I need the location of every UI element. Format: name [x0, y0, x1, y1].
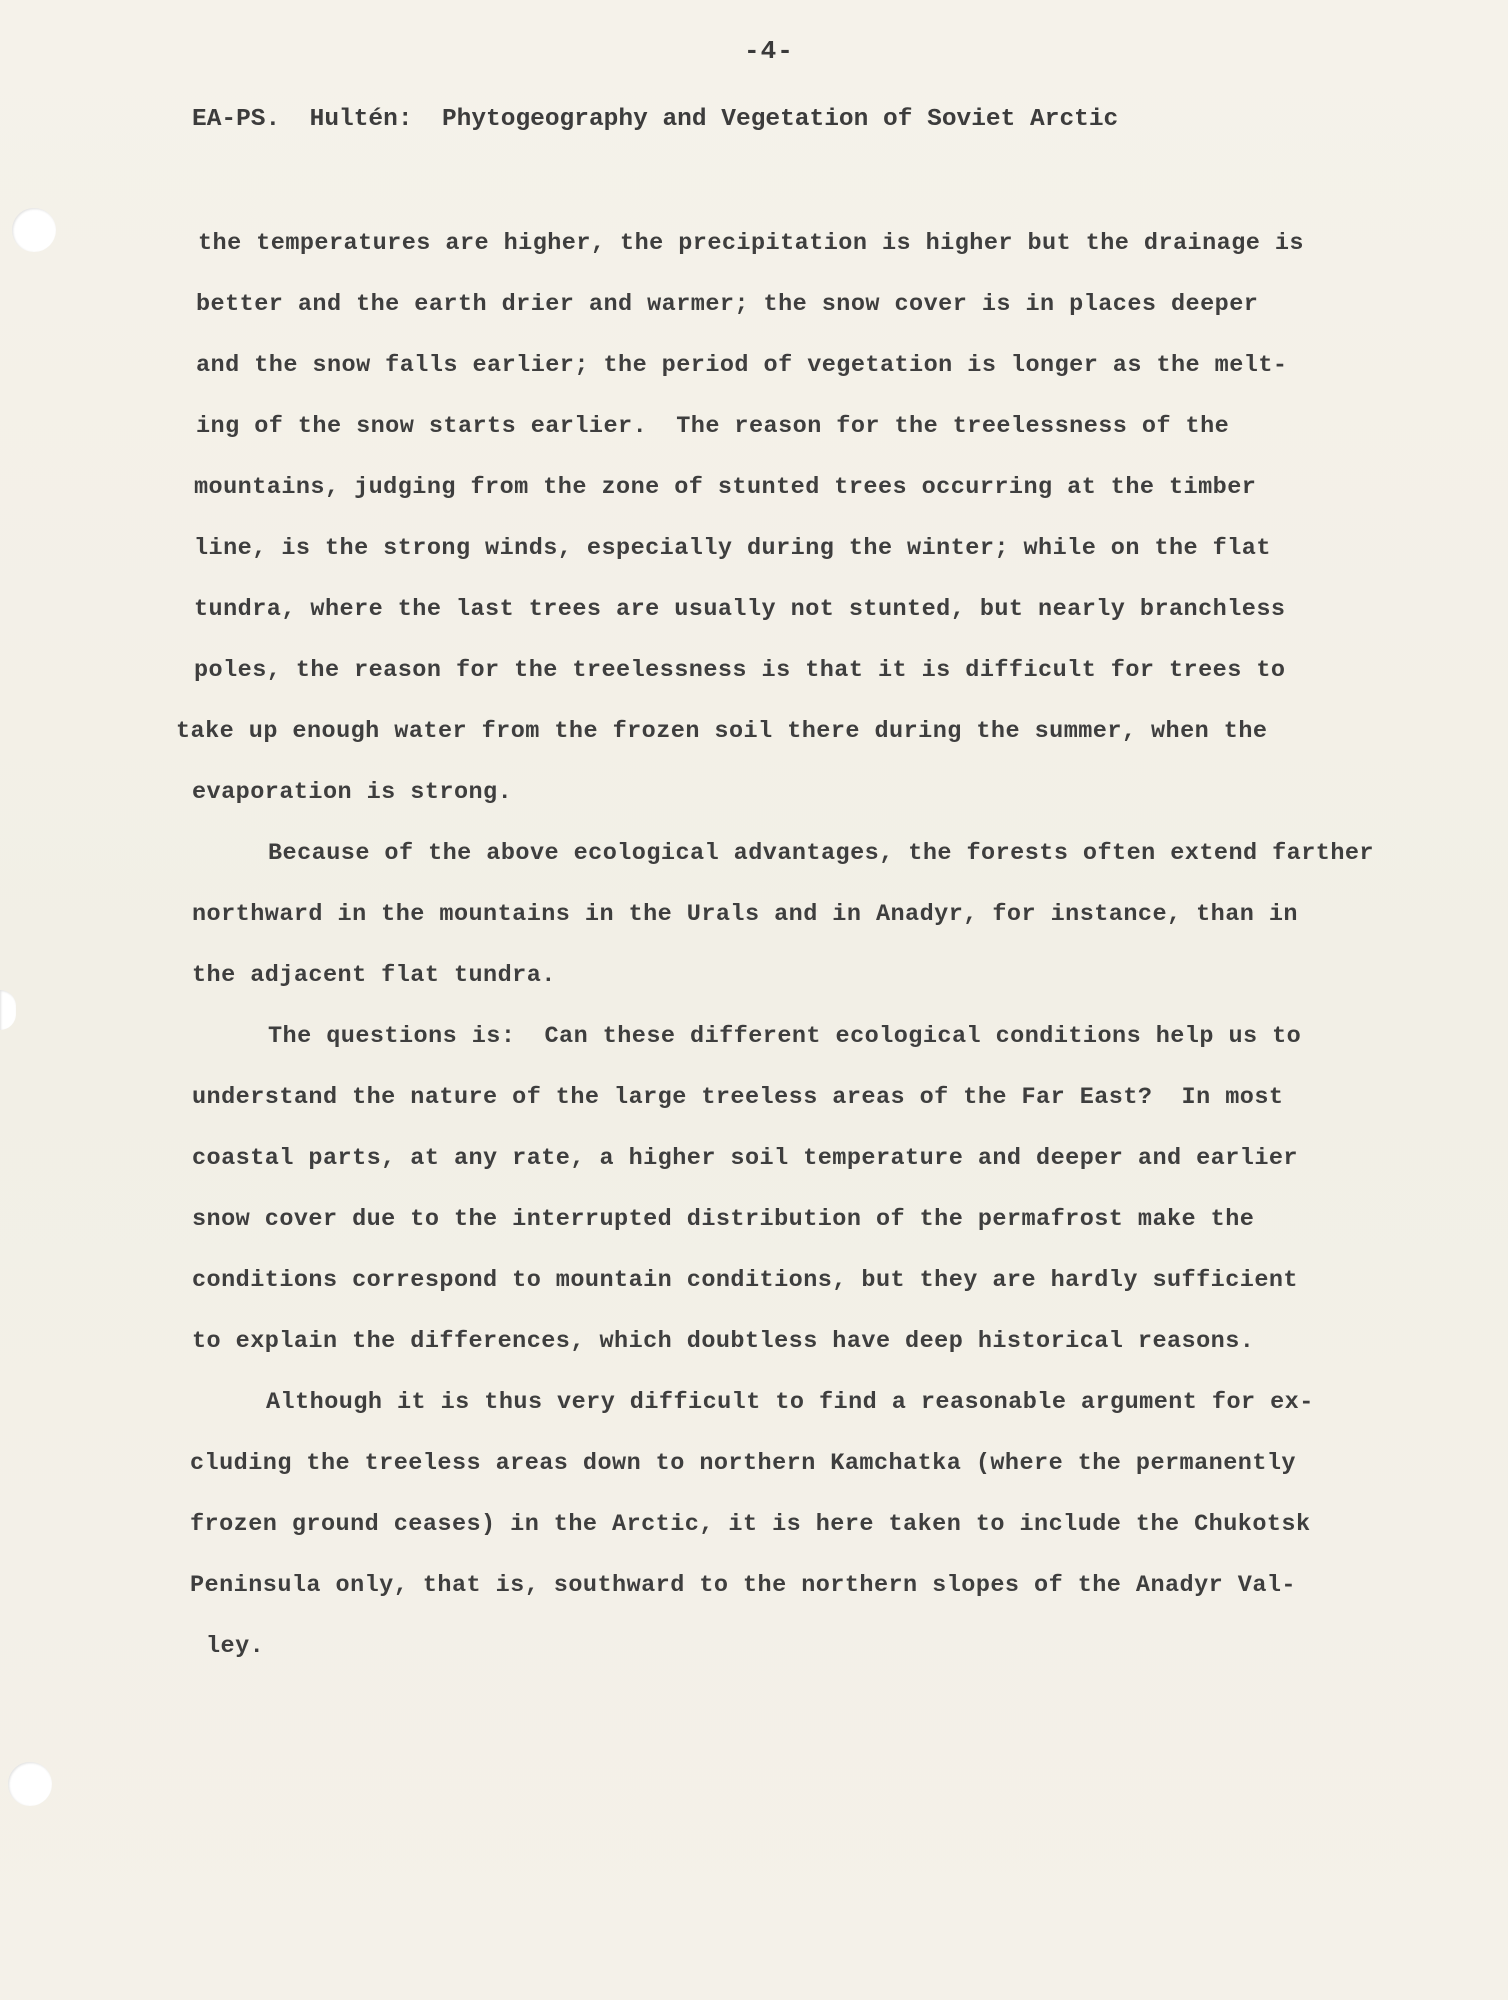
- text-line: conditions correspond to mountain conditions, but they are hardly sufficient: [192, 1267, 1298, 1294]
- text-line: understand the nature of the large treeless areas of the Far East? In most: [192, 1084, 1284, 1111]
- text-line: Although it is thus very difficult to find a reasonable argument for ex-: [266, 1389, 1314, 1416]
- text-line: snow cover due to the interrupted distribution of the permafrost make the: [192, 1206, 1255, 1233]
- text-line: tundra, where the last trees are usually not stunted, but nearly branchless: [194, 596, 1286, 623]
- text-line: cluding the treeless areas down to northern Kamchatka (where the permanently: [190, 1450, 1296, 1477]
- text-line: frozen ground ceases) in the Arctic, it is here taken to include the Chukotsk: [190, 1511, 1311, 1538]
- text-line: evaporation is strong.: [192, 779, 513, 806]
- text-line: to explain the differences, which doubtless have deep historical reasons.: [192, 1328, 1255, 1355]
- page-number: -4-: [744, 36, 794, 66]
- text-line: ley.: [206, 1633, 265, 1660]
- text-line: coastal parts, at any rate, a higher soil temperature and deeper and earlier: [192, 1145, 1298, 1172]
- text-line: ing of the snow starts earlier. The reason for the treelessness of the: [196, 413, 1230, 440]
- text-line: the adjacent flat tundra.: [192, 962, 556, 989]
- text-line: better and the earth drier and warmer; the snow cover is in places deeper: [196, 291, 1259, 318]
- text-line: line, is the strong winds, especially during the winter; while on the flat: [194, 535, 1271, 562]
- punch-hole-bottom: [8, 1762, 52, 1806]
- text-line: The questions is: Can these different ecological conditions help us to: [268, 1023, 1302, 1050]
- running-header: EA-PS. Hultén: Phytogeography and Vegetation of Soviet Arctic: [192, 106, 1119, 133]
- punch-hole-middle: [0, 990, 16, 1030]
- text-line: the temperatures are higher, the precipitation is higher but the drainage is: [198, 230, 1304, 257]
- text-line: poles, the reason for the treelessness is that it is difficult for trees to: [194, 657, 1286, 684]
- text-line: northward in the mountains in the Urals and in Anadyr, for instance, than in: [192, 901, 1298, 928]
- punch-hole-top: [12, 208, 56, 252]
- text-line: and the snow falls earlier; the period of vegetation is longer as the melt-: [196, 352, 1288, 379]
- text-line: Peninsula only, that is, southward to the northern slopes of the Anadyr Val-: [190, 1572, 1296, 1599]
- text-line: mountains, judging from the zone of stunted trees occurring at the timber: [194, 474, 1257, 501]
- text-line: take up enough water from the frozen soil there during the summer, when the: [176, 718, 1268, 745]
- text-line: Because of the above ecological advantages, the forests often extend farther: [268, 840, 1374, 867]
